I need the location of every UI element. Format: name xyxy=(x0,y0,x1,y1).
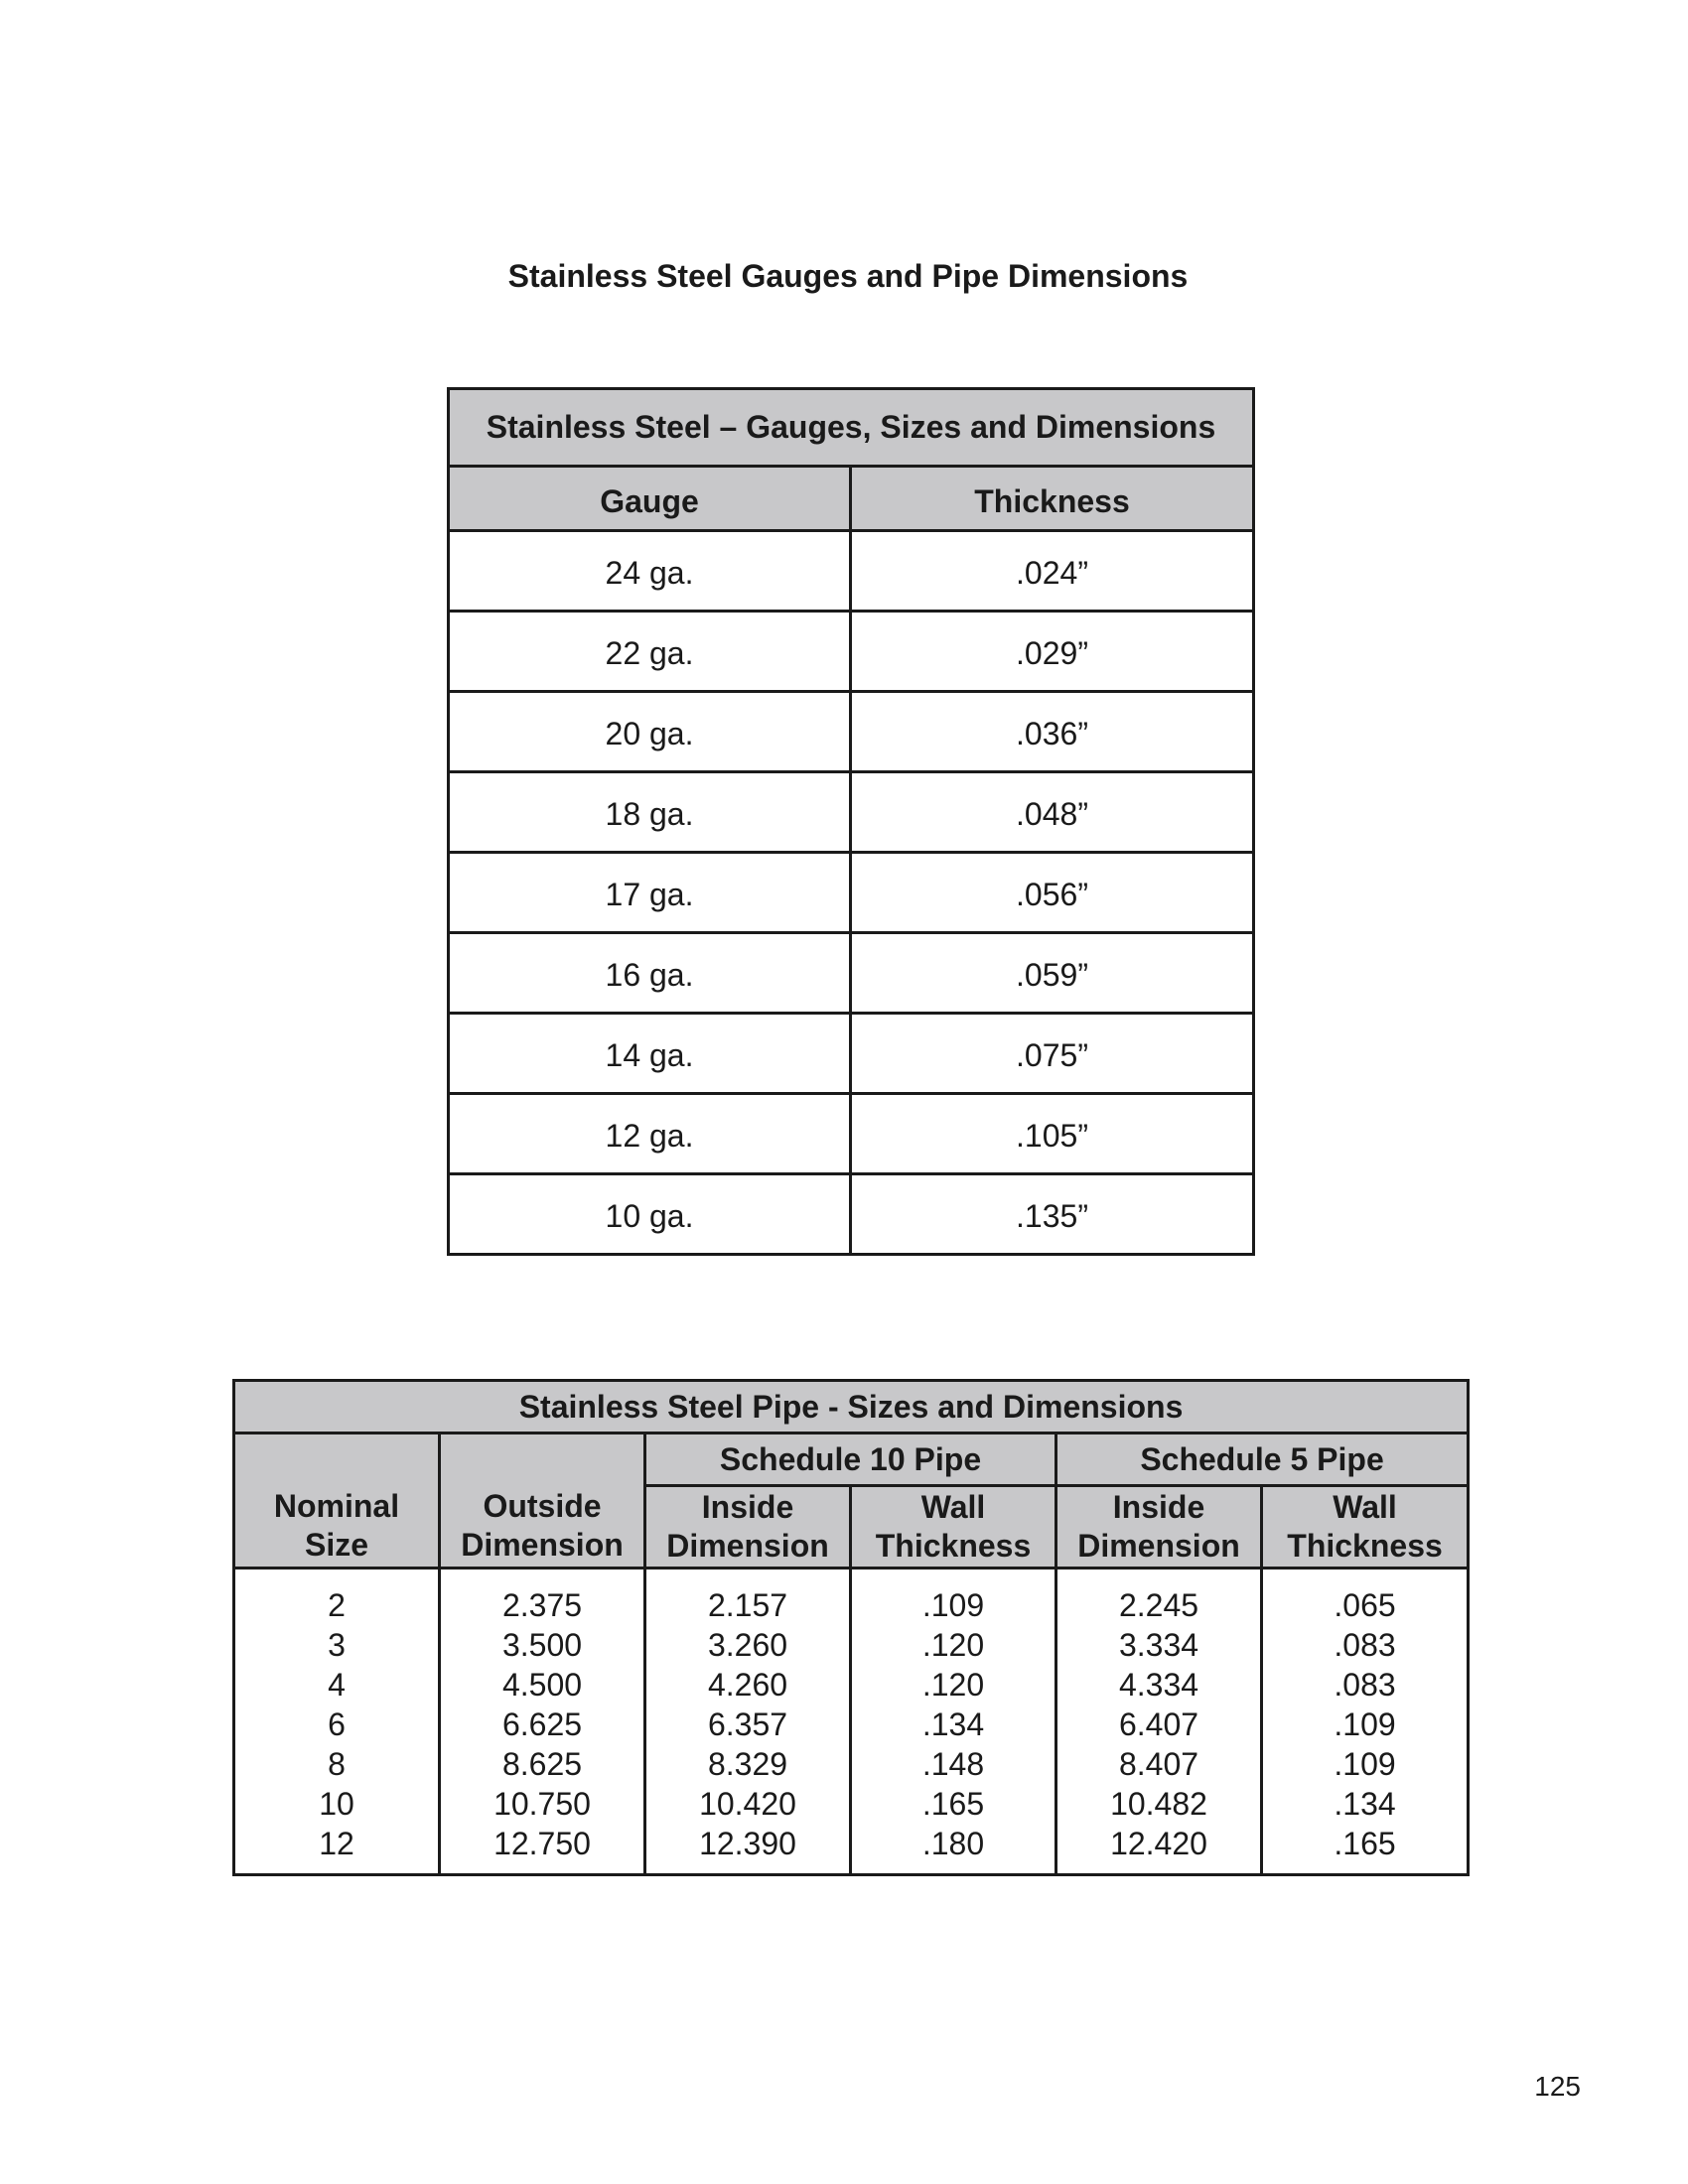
gauge-row xyxy=(449,612,1254,692)
sch10-inside-dimension-cell: 10.420 xyxy=(699,1786,796,1822)
outside-dimension-header-line2: Dimension xyxy=(461,1527,624,1563)
sch10-inside-dimension-cell: 3.260 xyxy=(707,1627,788,1663)
gauge-cell: 18 ga. xyxy=(449,772,851,853)
outside-dimension-header-line1: Outside xyxy=(483,1488,602,1524)
sch5-inside-dimension-cell: 4.334 xyxy=(1118,1667,1199,1703)
thickness-column-header: Thickness xyxy=(851,467,1254,531)
nominal-size-column xyxy=(234,1569,440,1875)
outside-dimension-cell: 3.500 xyxy=(501,1627,583,1663)
nominal-size-cell: 4 xyxy=(328,1667,346,1703)
thickness-cell: .056” xyxy=(851,853,1254,933)
sch10-inside-dimension-header xyxy=(645,1486,851,1569)
sch5-wall-thickness-line1: Wall xyxy=(1333,1489,1397,1525)
gauge-table xyxy=(447,387,1255,1256)
sch5-wall-thickness-cell: .134 xyxy=(1334,1786,1396,1822)
gauge-row xyxy=(449,772,1254,853)
sch5-inside-dimension-cell: 3.334 xyxy=(1118,1627,1199,1663)
thickness-cell: .029” xyxy=(851,612,1254,692)
gauge-row xyxy=(449,692,1254,772)
gauge-cell: 24 ga. xyxy=(449,531,851,612)
nominal-size-cell: 12 xyxy=(319,1826,354,1861)
sch5-inside-dimension-cell: 12.420 xyxy=(1110,1826,1207,1861)
sch10-inside-dimension-column xyxy=(645,1569,851,1875)
outside-dimension-cell: 4.500 xyxy=(501,1667,583,1703)
nominal-size-cell: 8 xyxy=(328,1746,346,1782)
gauge-cell: 22 ga. xyxy=(449,612,851,692)
sch5-wall-thickness-column xyxy=(1262,1569,1469,1875)
sch10-inside-dimension-line1: Inside xyxy=(701,1489,794,1525)
gauge-row xyxy=(449,531,1254,612)
sch5-wall-thickness-cell: .109 xyxy=(1334,1706,1396,1742)
sch10-wall-thickness-line2: Thickness xyxy=(875,1528,1032,1564)
gauge-row xyxy=(449,1094,1254,1174)
thickness-cell: .024” xyxy=(851,531,1254,612)
gauge-row xyxy=(449,853,1254,933)
sch10-wall-thickness-cell: .180 xyxy=(921,1826,985,1861)
nominal-size-header-line1: Nominal xyxy=(273,1488,400,1524)
outside-dimension-cell: 8.625 xyxy=(501,1746,583,1782)
outside-dimension-cell: 6.625 xyxy=(501,1706,583,1742)
page-heading: Stainless Steel Gauges and Pipe Dimensions xyxy=(507,258,1189,294)
outside-dimension-cell: 12.750 xyxy=(493,1826,591,1861)
sch5-inside-dimension-line2: Dimension xyxy=(1077,1528,1240,1564)
sch10-inside-dimension-line2: Dimension xyxy=(666,1528,829,1564)
gauge-cell: 20 ga. xyxy=(449,692,851,772)
sch5-wall-thickness-cell: .109 xyxy=(1334,1746,1396,1782)
pipe-data-row xyxy=(234,1569,1469,1875)
gauge-cell: 16 ga. xyxy=(449,933,851,1014)
thickness-cell: .036” xyxy=(851,692,1254,772)
sch5-inside-dimension-line1: Inside xyxy=(1112,1489,1205,1525)
gauge-cell: 12 ga. xyxy=(449,1094,851,1174)
sch10-wall-thickness-header xyxy=(851,1486,1056,1569)
sch5-inside-dimension-cell: 8.407 xyxy=(1118,1746,1199,1782)
sch5-wall-thickness-cell: .083 xyxy=(1334,1627,1396,1663)
outside-dimension-header xyxy=(440,1433,645,1569)
thickness-cell: .105” xyxy=(851,1094,1254,1174)
sch10-inside-dimension-cell: 8.329 xyxy=(707,1746,788,1782)
thickness-cell: .059” xyxy=(851,933,1254,1014)
nominal-size-header xyxy=(234,1433,440,1569)
sch5-wall-thickness-cell: .165 xyxy=(1334,1826,1396,1861)
gauge-cell: 10 ga. xyxy=(449,1174,851,1255)
outside-dimension-cell: 2.375 xyxy=(501,1587,583,1623)
sch10-wall-thickness-cell: .109 xyxy=(921,1587,985,1623)
nominal-size-header-line2: Size xyxy=(304,1527,369,1563)
sch5-inside-dimension-header xyxy=(1056,1486,1262,1569)
thickness-cell: .075” xyxy=(851,1014,1254,1094)
pipe-table xyxy=(232,1379,1470,1876)
sch5-wall-thickness-line2: Thickness xyxy=(1287,1528,1443,1564)
gauge-column-header: Gauge xyxy=(449,467,851,531)
sch10-inside-dimension-cell: 6.357 xyxy=(707,1706,788,1742)
sch10-wall-thickness-cell: .165 xyxy=(921,1786,985,1822)
nominal-size-cell: 10 xyxy=(319,1786,354,1822)
gauge-cell: 14 ga. xyxy=(449,1014,851,1094)
sch5-wall-thickness-cell: .083 xyxy=(1334,1667,1396,1703)
sch10-wall-thickness-column xyxy=(851,1569,1056,1875)
page-number: 125 xyxy=(1534,2071,1581,2102)
nominal-size-cell: 2 xyxy=(328,1587,346,1623)
sch10-wall-thickness-line1: Wall xyxy=(920,1489,986,1525)
nominal-size-cell: 3 xyxy=(328,1627,346,1663)
sch5-wall-thickness-header xyxy=(1262,1486,1469,1569)
gauge-row xyxy=(449,1174,1254,1255)
gauge-cell: 17 ga. xyxy=(449,853,851,933)
pipe-table-title: Stainless Steel Pipe - Sizes and Dimensions xyxy=(234,1381,1469,1433)
sch10-inside-dimension-cell: 12.390 xyxy=(699,1826,796,1861)
schedule-5-header: Schedule 5 Pipe xyxy=(1056,1433,1469,1486)
sch5-inside-dimension-column xyxy=(1056,1569,1262,1875)
sch5-inside-dimension-cell: 2.245 xyxy=(1118,1587,1199,1623)
thickness-cell: .048” xyxy=(851,772,1254,853)
sch10-inside-dimension-cell: 2.157 xyxy=(707,1587,788,1623)
gauge-row xyxy=(449,1014,1254,1094)
nominal-size-cell: 6 xyxy=(328,1706,346,1742)
sch10-wall-thickness-cell: .120 xyxy=(921,1667,985,1703)
sch5-inside-dimension-cell: 10.482 xyxy=(1110,1786,1207,1822)
outside-dimension-column xyxy=(440,1569,645,1875)
sch5-inside-dimension-cell: 6.407 xyxy=(1118,1706,1199,1742)
gauge-table-title: Stainless Steel – Gauges, Sizes and Dimensions xyxy=(449,389,1254,467)
outside-dimension-cell: 10.750 xyxy=(493,1786,591,1822)
schedule-10-header: Schedule 10 Pipe xyxy=(645,1433,1056,1486)
sch5-wall-thickness-cell: .065 xyxy=(1334,1587,1396,1623)
gauge-row xyxy=(449,933,1254,1014)
thickness-cell: .135” xyxy=(851,1174,1254,1255)
sch10-wall-thickness-cell: .134 xyxy=(921,1706,985,1742)
sch10-wall-thickness-cell: .148 xyxy=(921,1746,985,1782)
sch10-inside-dimension-cell: 4.260 xyxy=(707,1667,788,1703)
sch10-wall-thickness-cell: .120 xyxy=(921,1627,985,1663)
